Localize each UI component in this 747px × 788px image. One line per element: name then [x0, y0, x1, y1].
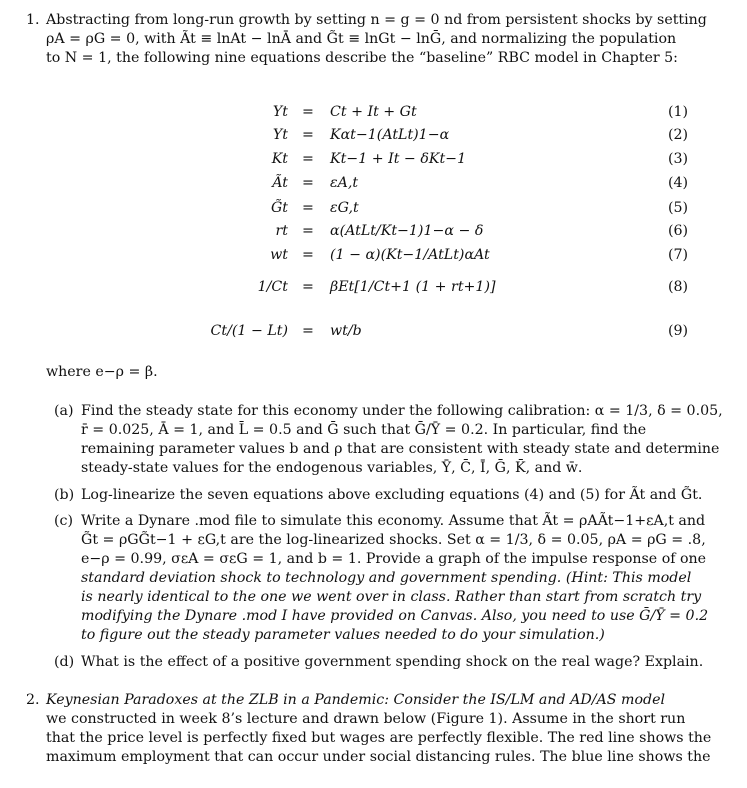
equation-row — [0, 124, 747, 146]
part-c-label: (c) — [54, 513, 74, 529]
equals-sign: = — [302, 279, 314, 295]
equation-lhs: 1/Ct — [257, 279, 288, 295]
part-c-line: is nearly identical to the one we went over in class. Rather than start from scratch try — [81, 589, 702, 605]
equation-row — [0, 320, 747, 342]
part-a-line: Find the steady state for this economy under the following calibration: α = 1/3, δ = 0.05, — [81, 403, 723, 419]
equation-rhs: Kt−1 + It − δKt−1 — [330, 151, 467, 167]
equals-sign: = — [302, 175, 314, 191]
equation-rhs: wt/b — [330, 323, 362, 339]
part-a-label: (a) — [54, 403, 74, 419]
q2-line: maximum employment that can occur under social distancing rules. The blue line shows the — [46, 749, 711, 765]
equation-row — [0, 101, 747, 123]
equation-number: (2) — [668, 127, 689, 143]
equals-sign: = — [302, 247, 314, 263]
part-c-line: to figure out the steady parameter values needed to do your simulation.) — [81, 627, 605, 643]
equation-number: (1) — [668, 104, 689, 120]
equation-rhs: α(AtLt/Kt−1)1−α − δ — [330, 223, 484, 239]
part-c-line: modifying the Dynare .mod I have provided on Canvas. Also, you need to use Ḡ/Ȳ = 0.2 — [81, 608, 709, 624]
equation-rhs: Kαt−1(AtLt)1−α — [330, 127, 450, 143]
equals-sign: = — [302, 323, 314, 339]
part-b-line: Log-linearize the seven equations above excluding equations (4) and (5) for Ãt and G̃t. — [81, 487, 703, 503]
where-clause: where e−ρ = β. — [46, 364, 158, 380]
equation-number: (8) — [668, 279, 689, 295]
part-a-line: r̄ = 0.025, Ā = 1, and L̄ = 0.5 and Ḡ such that Ḡ/Ȳ = 0.2. In particular, find the — [81, 422, 647, 438]
part-c-line: standard deviation shock to technology and government spending. (Hint: This model — [81, 570, 692, 586]
equation-row — [0, 148, 747, 170]
equation-rhs: εG,t — [330, 200, 359, 216]
equation-lhs: G̃t — [270, 200, 288, 216]
equation-number: (4) — [668, 175, 689, 191]
equation-row — [0, 244, 747, 266]
equation-number: (3) — [668, 151, 689, 167]
equation-rhs: Ct + It + Gt — [330, 104, 417, 120]
q2-line: that the price level is perfectly fixed but wages are perfectly flexible. The red line shows the — [46, 730, 712, 746]
equation-rhs: (1 − α)(Kt−1/AtLt)αAt — [330, 247, 490, 263]
q2-line: Keynesian Paradoxes at the ZLB in a Pandemic: Consider the IS/LM and AD/AS model — [46, 692, 665, 708]
equation-number: (5) — [668, 200, 689, 216]
equation-row — [0, 276, 747, 298]
equation-row — [0, 197, 747, 219]
q2-line: we constructed in week 8’s lecture and drawn below (Figure 1). Assume in the short run — [46, 711, 686, 727]
q1-intro-line-1: Abstracting from long-run growth by setting n = g = 0 nd from persistent shocks by setting — [46, 12, 707, 28]
equation-row — [0, 172, 747, 194]
part-d-line: What is the effect of a positive government spending shock on the real wage? Explain. — [81, 654, 704, 670]
question-1-number: 1. — [26, 12, 40, 28]
equation-lhs: Kt — [271, 151, 288, 167]
equation-lhs: Ct/(1 − Lt) — [210, 323, 288, 339]
part-c-line: e−ρ = 0.99, σεA = σεG = 1, and b = 1. Provide a graph of the impulse response of one — [81, 551, 707, 567]
part-a-line: remaining parameter values b and ρ that are consistent with steady state and determine — [81, 441, 720, 457]
equation-number: (9) — [668, 323, 689, 339]
equals-sign: = — [302, 151, 314, 167]
part-c-line: G̃t = ρGG̃t−1 + εG,t are the log-linearized shocks. Set α = 1/3, δ = 0.05, ρA = ρG = .8, — [81, 532, 706, 548]
equation-lhs: wt — [270, 247, 288, 263]
equation-lhs: Yt — [272, 104, 288, 120]
equation-lhs: Ãt — [272, 175, 288, 191]
equals-sign: = — [302, 127, 314, 143]
part-c-line: Write a Dynare .mod file to simulate this economy. Assume that Ãt = ρAÃt−1+εA,t and — [81, 513, 706, 529]
equation-rhs: βEt[1/Ct+1 (1 + rt+1)] — [330, 279, 496, 295]
equation-rhs: εA,t — [330, 175, 359, 191]
equals-sign: = — [302, 223, 314, 239]
q1-intro-line-3: to N = 1, the following nine equations describe the “baseline” RBC model in Chapter 5: — [46, 50, 678, 66]
equation-number: (6) — [668, 223, 689, 239]
equation-lhs: rt — [275, 223, 288, 239]
equals-sign: = — [302, 200, 314, 216]
question-2-number: 2. — [26, 692, 40, 708]
part-b-label: (b) — [54, 487, 75, 503]
equation-row — [0, 220, 747, 242]
part-d-label: (d) — [54, 654, 75, 670]
equals-sign: = — [302, 104, 314, 120]
equation-lhs: Yt — [272, 127, 288, 143]
equation-number: (7) — [668, 247, 689, 263]
part-a-line: steady-state values for the endogenous variables, Ȳ, C̄, Ī, Ḡ, K̄, and w̄. — [81, 460, 583, 476]
q1-intro-line-2: ρA = ρG = 0, with Ãt ≡ lnAt − lnĀ and G̃t ≡ lnGt − lnḠ, and normalizing the population — [46, 31, 677, 47]
